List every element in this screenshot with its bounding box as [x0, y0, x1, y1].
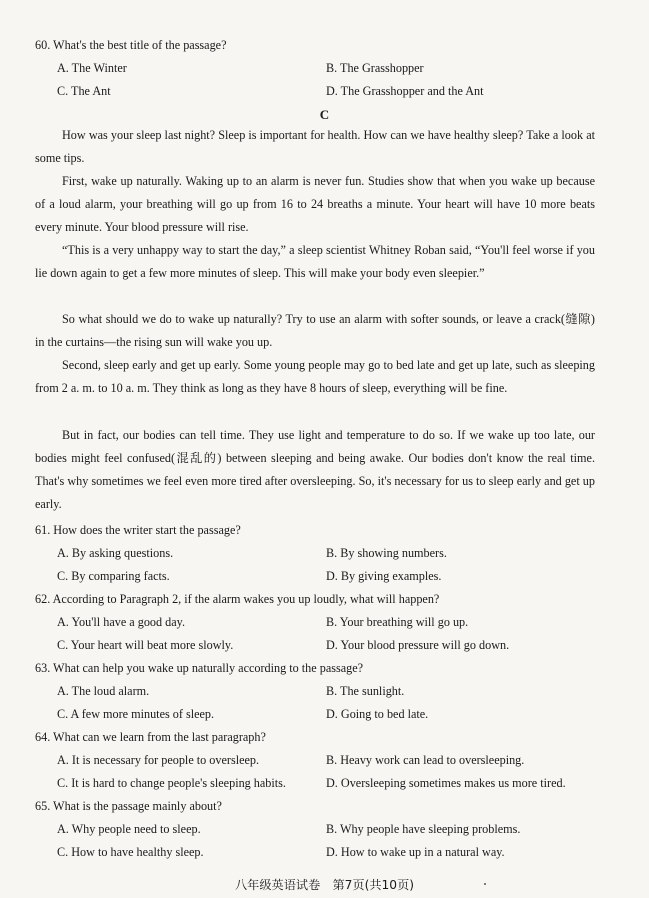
option-63-a: A. The loud alarm.	[57, 684, 150, 698]
option-63-b: B. The sunlight.	[326, 684, 405, 698]
option-64-b: B. Heavy work can lead to oversleeping.	[326, 753, 525, 767]
option-61-b: B. By showing numbers.	[326, 546, 447, 560]
option-61-a: A. By asking questions.	[57, 546, 174, 560]
option-62-a: A. You'll have a good day.	[57, 615, 186, 629]
option-63-c: C. A few more minutes of sleep.	[57, 707, 215, 721]
option-62-d: D. Your blood pressure will go down.	[326, 638, 510, 652]
question-61: 61. How does the writer start the passage?	[35, 523, 241, 537]
question-60: 60. What's the best title of the passage?	[35, 38, 227, 52]
scan-speck	[484, 883, 486, 885]
option-61-c: C. By comparing facts.	[57, 569, 170, 583]
option-61-d: D. By giving examples.	[326, 569, 442, 583]
passage-paragraph-1: How was your sleep last night? Sleep is important for health. How can we have healthy sleep? Take a look at some tips.	[35, 128, 595, 165]
option-62-c: C. Your heart will beat more slowly.	[57, 638, 234, 652]
passage-paragraph-2: First, wake up naturally. Waking up to an alarm is never fun. Studies show that when you wake up because of a loud alarm, your breathing will go up from 16 to 24 breaths a minute. Your heart will have 10 more beats every minute. Your blood pressure will rise.	[35, 174, 595, 234]
question-64: 64. What can we learn from the last paragraph?	[35, 730, 266, 744]
page-footer: 八年级英语试卷 第7页(共10页)	[234, 878, 415, 892]
option-65-c: C. How to have healthy sleep.	[57, 845, 204, 859]
passage-paragraph-4: So what should we do to wake up naturally? Try to use an alarm with softer sounds, or leave a crack(缝隙) in the curtains—the rising sun will wake you up.	[35, 312, 595, 349]
passage-paragraph-5: Second, sleep early and get up early. Some young people may go to bed late and get up late, such as sleeping from 2 a. m. to 10 a. m. They think as long as they have 8 hours of sleep, everything will be fine.	[35, 358, 595, 395]
question-62: 62. According to Paragraph 2, if the alarm wakes you up loudly, what will happen?	[35, 592, 440, 606]
option-60-b: B. The Grasshopper	[326, 61, 424, 75]
option-64-d: D. Oversleeping sometimes makes us more tired.	[326, 776, 566, 790]
section-heading-c: C	[319, 107, 330, 122]
option-64-c: C. It is hard to change people's sleeping habits.	[57, 776, 286, 790]
passage-paragraph-3: “This is a very unhappy way to start the day,” a sleep scientist Whitney Roban said, “You'll feel worse if you lie down again to get a few more minutes of sleep. This will make your body even sleepier.”	[35, 243, 595, 280]
option-65-b: B. Why people have sleeping problems.	[326, 822, 521, 836]
option-62-b: B. Your breathing will go up.	[326, 615, 469, 629]
question-63: 63. What can help you wake up naturally according to the passage?	[35, 661, 364, 675]
passage-paragraph-6: But in fact, our bodies can tell time. They use light and temperature to do so. If we wake up too late, our bodies might feel confused(混乱的) between sleeping and being awake. Our bodies don't know the real time. That's why sometimes we feel even more tired after oversleeping. So, it's necessary for us to sleep early and get up early.	[35, 428, 595, 511]
option-65-d: D. How to wake up in a natural way.	[326, 845, 505, 859]
option-60-d: D. The Grasshopper and the Ant	[326, 84, 484, 98]
option-65-a: A. Why people need to sleep.	[57, 822, 201, 836]
option-64-a: A. It is necessary for people to oversleep.	[57, 753, 260, 767]
option-60-c: C. The Ant	[57, 84, 111, 98]
question-65: 65. What is the passage mainly about?	[35, 799, 222, 813]
option-60-a: A. The Winter	[57, 61, 127, 75]
option-63-d: D. Going to bed late.	[326, 707, 429, 721]
